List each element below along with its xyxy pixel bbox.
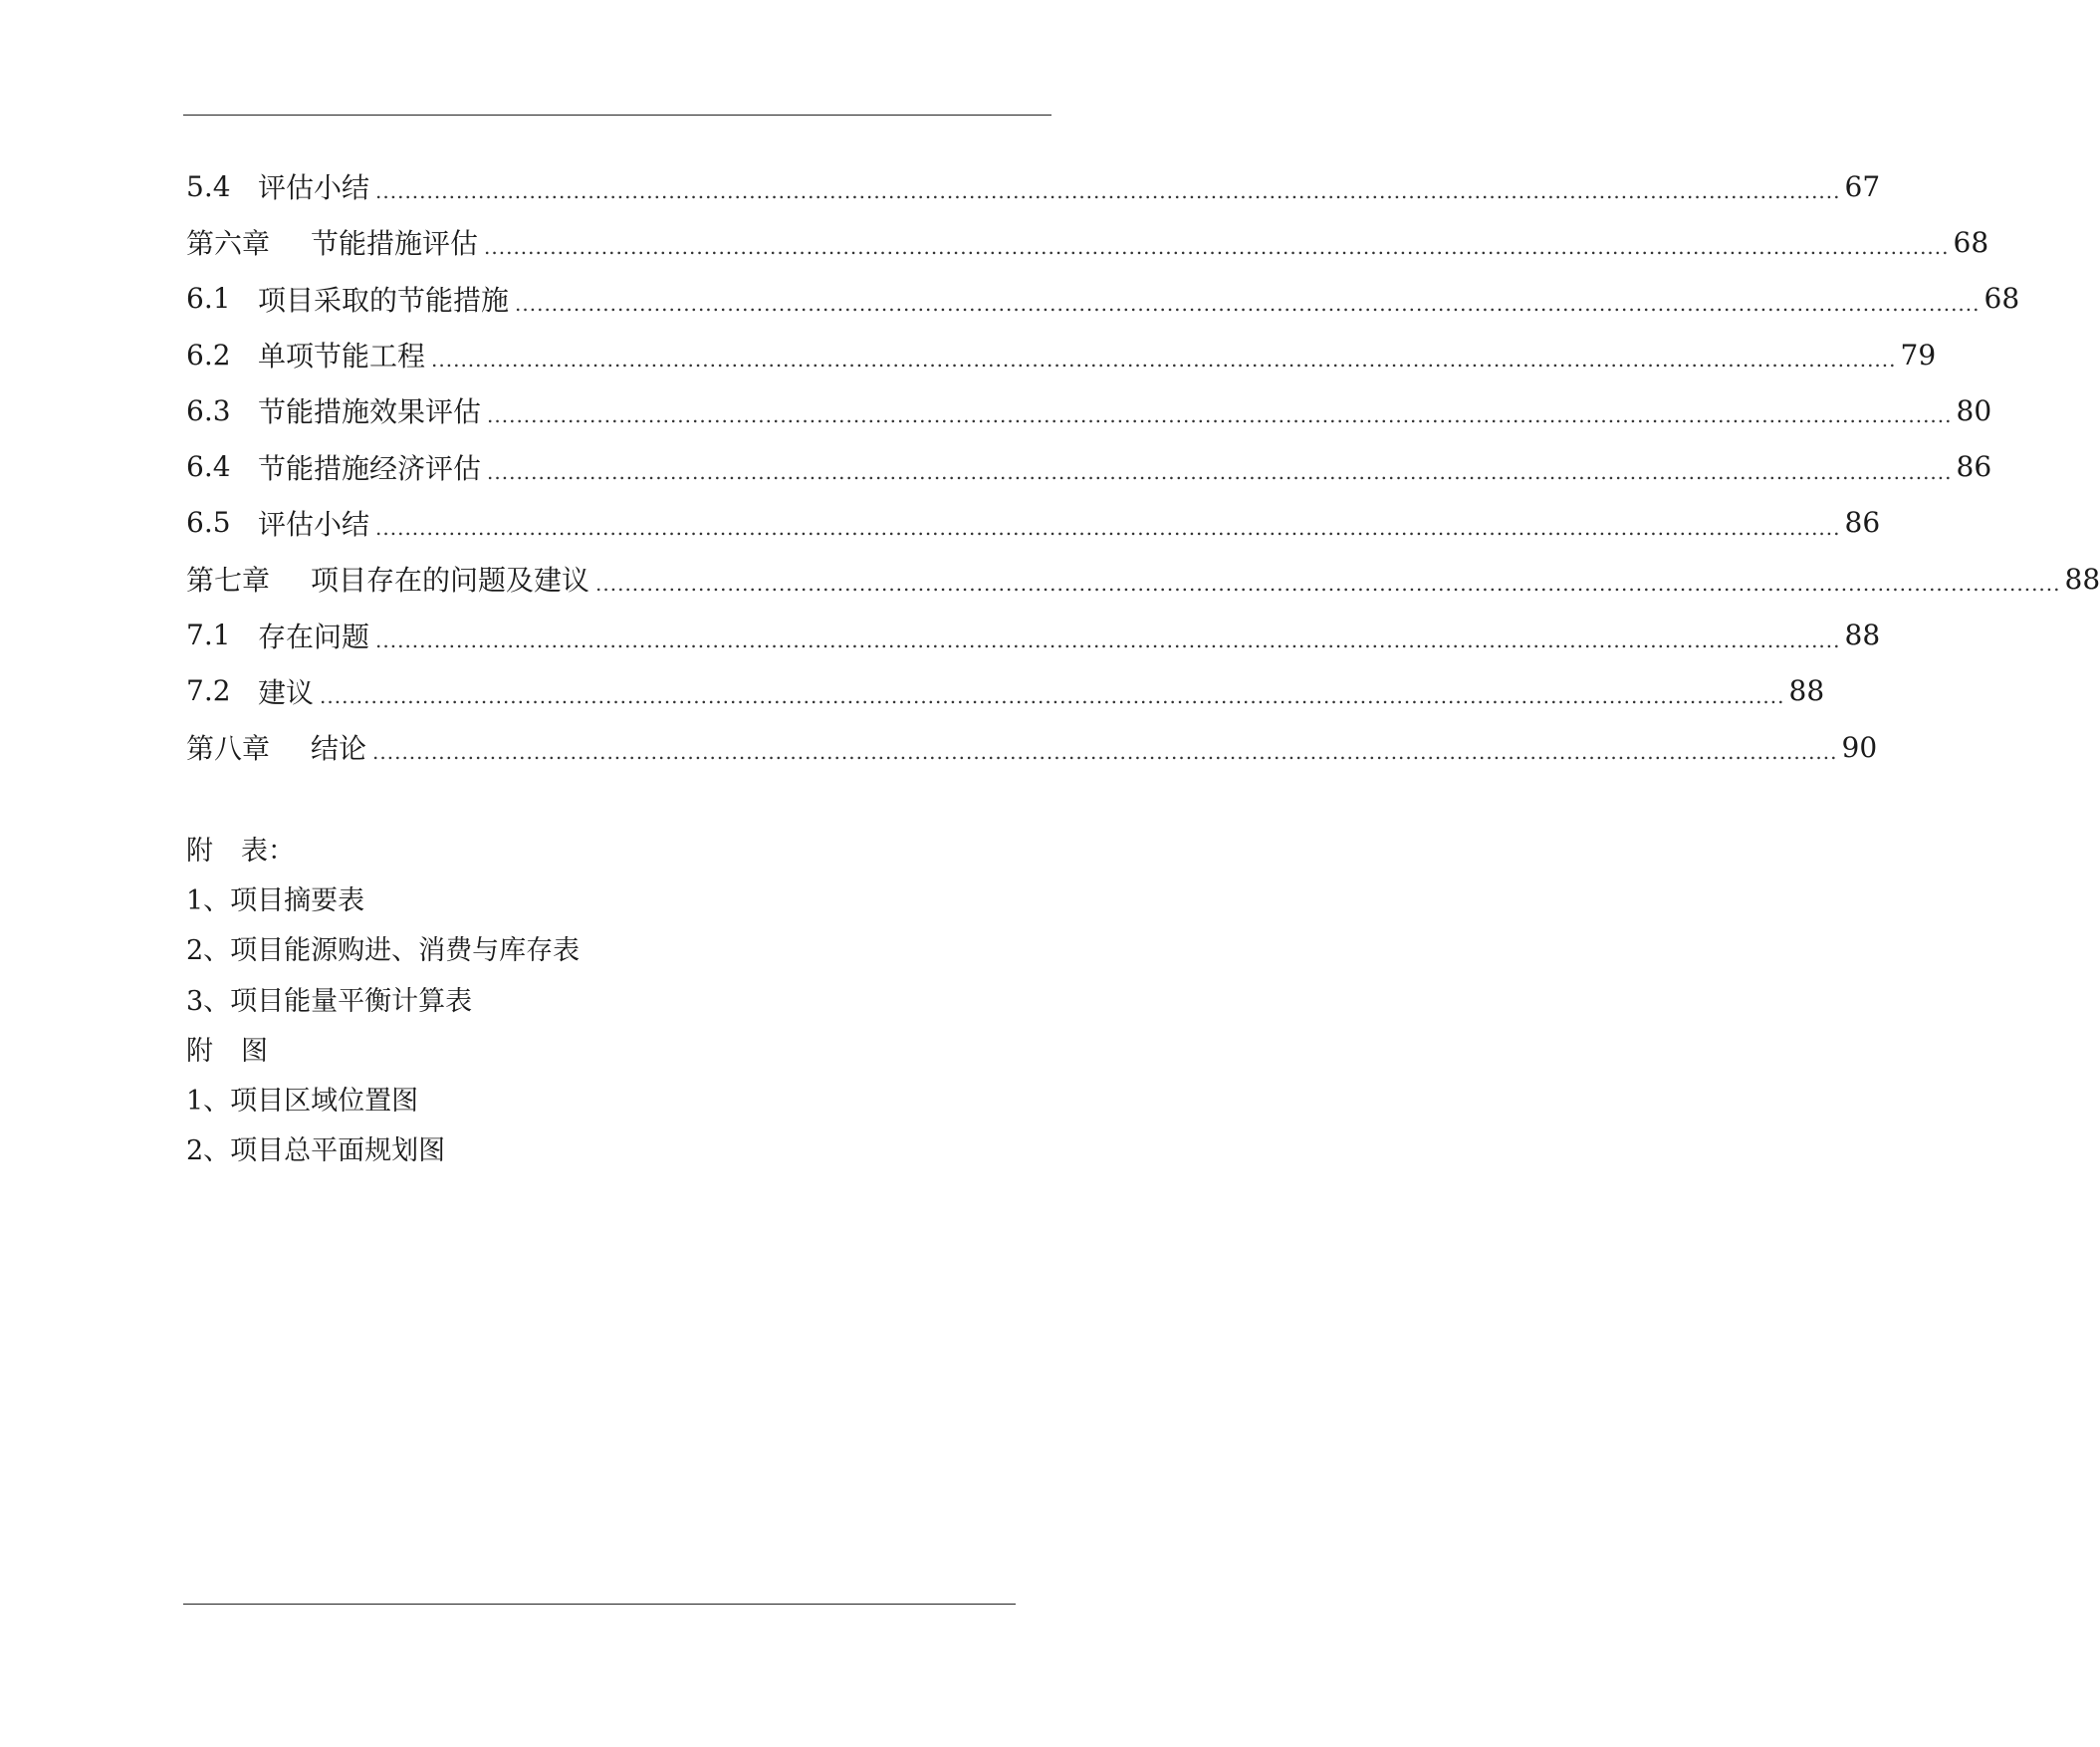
toc-entry-title: 项目存在的问题及建议 <box>311 564 590 598</box>
toc-entry-title: 评估小结 <box>258 171 370 205</box>
toc-entry[interactable] <box>186 214 1989 270</box>
toc-entry[interactable] <box>186 663 1825 719</box>
toc-dot-leader: ........................................................................................................................................................................................................ <box>484 235 1950 260</box>
toc-entry-number: 6.5 <box>186 506 231 540</box>
toc-entry-page: 79 <box>1900 338 1937 372</box>
toc-entry-number: 第八章 <box>186 732 271 766</box>
toc-dot-leader: ........................................................................................................................................................................................................ <box>487 403 1953 428</box>
toc-entry[interactable] <box>186 719 1878 775</box>
toc-dot-leader: ........................................................................................................................................................................................................ <box>515 291 1981 316</box>
toc-entry-title: 评估小结 <box>258 507 370 541</box>
toc-entry-title: 单项节能工程 <box>258 340 426 374</box>
toc-entry-page: 90 <box>1841 730 1878 764</box>
toc-dot-leader: ........................................................................................................................................................................................................ <box>487 459 1953 484</box>
toc-entry[interactable] <box>186 271 2020 327</box>
toc-entry-number: 6.2 <box>186 338 231 372</box>
header-rule <box>183 115 1051 116</box>
toc-entry-number: 6.1 <box>186 282 231 316</box>
toc-entry-title: 结论 <box>311 732 367 766</box>
appendix-figures-heading-a: 附 <box>186 1035 213 1067</box>
toc-entry[interactable] <box>186 495 1881 551</box>
appendix-figures-heading <box>186 1023 883 1073</box>
appendix-figure-item: 2、项目总平面规划图 <box>186 1135 446 1167</box>
toc-entry[interactable] <box>186 551 2100 607</box>
toc-entry-page: 68 <box>1953 225 1989 259</box>
appendix-figure-item: 1、项目区域位置图 <box>186 1086 419 1118</box>
toc-entry-title: 节能措施评估 <box>311 227 479 261</box>
toc-entry-number: 5.4 <box>186 169 231 203</box>
toc-entry-number: 7.2 <box>186 674 231 708</box>
toc-dot-leader: ........................................................................................................................................................................................................ <box>375 515 1841 540</box>
appendix-table-item: 3、项目能量平衡计算表 <box>186 985 473 1017</box>
toc-entry-page: 88 <box>1788 674 1825 708</box>
toc-entry-title: 节能措施经济评估 <box>258 451 482 485</box>
toc-entry[interactable] <box>186 607 1881 662</box>
toc-entry-number: 第六章 <box>186 227 271 261</box>
appendix-figures-heading-b: 图 <box>241 1035 268 1067</box>
toc-dot-leader: ........................................................................................................................................................................................................ <box>375 179 1841 204</box>
footer-rule <box>183 1604 1016 1605</box>
toc-dot-leader: ........................................................................................................................................................................................................ <box>375 627 1841 652</box>
toc-entry-page: 67 <box>1844 169 1881 203</box>
toc-entry-number: 6.4 <box>186 450 231 484</box>
toc-dot-leader: ........................................................................................................................................................................................................ <box>431 348 1897 373</box>
appendix-table-item: 1、项目摘要表 <box>186 884 365 916</box>
appendix-table-item: 2、项目能源购进、消费与库存表 <box>186 935 581 967</box>
toc-dot-leader: ........................................................................................................................................................................................................ <box>320 683 1785 708</box>
toc-entry-page: 88 <box>2064 562 2100 596</box>
toc-entry-title: 节能措施效果评估 <box>258 395 482 429</box>
toc-entry-title: 项目采取的节能措施 <box>258 283 510 317</box>
toc-dot-leader: ........................................................................................................................................................................................................ <box>595 572 2061 597</box>
toc-entry[interactable] <box>186 158 1881 214</box>
appendix-section <box>186 823 883 1173</box>
toc-entry[interactable] <box>186 438 1992 494</box>
toc-entry-number: 第七章 <box>186 564 271 598</box>
toc-entry-number: 7.1 <box>186 619 231 652</box>
toc-entry-page: 68 <box>1983 282 2020 316</box>
appendix-tables-heading-a: 附 <box>186 835 213 867</box>
appendix-tables-heading <box>186 823 883 873</box>
toc-entry-page: 86 <box>1844 506 1881 540</box>
toc-entry-page: 88 <box>1844 619 1881 652</box>
toc-entry-number: 6.3 <box>186 393 231 427</box>
appendix-tables-heading-b: 表： <box>241 835 295 867</box>
toc-entry[interactable] <box>186 382 1992 438</box>
toc-entry-page: 80 <box>1956 393 1992 427</box>
toc-entry-title: 建议 <box>258 675 315 709</box>
toc-entry-title: 存在问题 <box>258 620 370 653</box>
toc-entry-page: 86 <box>1956 450 1992 484</box>
toc-entry[interactable] <box>186 327 1937 382</box>
toc-dot-leader: ........................................................................................................................................................................................................ <box>372 740 1838 765</box>
table-of-contents <box>186 158 2100 775</box>
